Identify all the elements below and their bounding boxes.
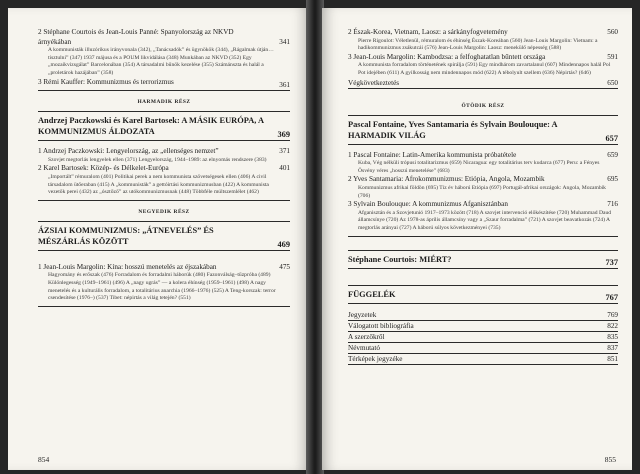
left-page: [8, 8, 308, 470]
toc-entry-title: Névmutató: [348, 343, 380, 352]
part-title-text: Pascal Fontaine, Yves Santamaria és Sylvain Boulouque: A HARMADIK VILÁG: [348, 119, 558, 140]
toc-entry-subtopics: Pierre Rigoulot: Véletlenül, rémuralom és éhínség Észak-Koreában (560) Jean-Louis Margolin: Vietnam: a hadikommunizmus zsákutcái (576) Jean-Louis Margolin: Laosz: menekülő népesség (588): [358, 37, 598, 52]
toc-page-number: 341: [279, 37, 290, 46]
appendix-title: FÜGGELÉK: [348, 289, 396, 299]
part-title-text: Andrzej Paczkowski és Karel Bartosek: A MÁSIK EURÓPA, A KOMMUNIZMUS ÁLDOZATA: [38, 116, 264, 137]
toc-page-number: 560: [607, 28, 618, 36]
toc-entry: [348, 343, 618, 354]
toc-page-number: 737: [605, 257, 618, 267]
toc-entry-subtopics: A kommunista forradalom történetének spirálja (591) Egy mindhárom zavartalanul (607) Mindennapos halál Pol Pot idejében (611) A gyilkosság nem mindennapos mód (622) A tébolyult szellem (636) Népirtás? (646): [358, 62, 611, 76]
toc-page-number: 469: [277, 239, 290, 249]
toc-entry-subtopics: Szovjet megtorlás lengyelek ellen (371) Lengyelország, 1944–1989: az elnyomás rendszere (383): [48, 156, 267, 163]
toc-entry-title: 2 Yves Santamaria: Afrokommunizmus: Etiópia, Angola, Mozambik: [348, 175, 545, 184]
toc-entry-title: 1 Jean-Louis Margolin: Kína: hosszú menetelés az éjszakában: [38, 262, 217, 271]
toc-entry: [38, 147, 290, 157]
toc-page-number: 371: [279, 147, 290, 156]
page-number-folio: 855: [604, 455, 616, 464]
toc-entry-title: 1 Pascal Fontaine: Latin-Amerika kommunista próbatétele: [348, 150, 517, 159]
part-title: [38, 111, 290, 141]
toc-entry-title: Végkövetkeztetés: [348, 78, 400, 87]
toc-page-number: 837: [607, 343, 618, 352]
toc-page-number: 657: [605, 133, 618, 143]
part-title-text: Stéphane Courtois: MIÉRT?: [348, 254, 452, 264]
toc-entry-title: Válogatott bibliográfia: [348, 321, 414, 330]
toc-entry-title: Jegyzetek: [348, 310, 377, 319]
toc-entry-subtopics: Hagyomány és erőszak (476) Forradalom és forradalmi háborúk (480) Fazonválság–tűzpróba (489) Különlegesség (1949–1961) (496) A „nagy ugrás” — a kolera éhínség (1959–1961) (498) A nagy menetelés és a kulturális forradalom, a totalitárius anarchia (1966–1976) (525) A Teng-korszak: terror csendesítése (1976–) (537) Tibet: népirtás a világ tetején? (551): [38, 272, 290, 306]
toc-page-number: 659: [607, 150, 618, 159]
toc-entry: [38, 28, 290, 47]
toc-entry: [38, 78, 290, 92]
toc-page-number: 835: [607, 332, 618, 341]
page-number-folio: 854: [38, 455, 50, 464]
toc-page-number: 822: [607, 321, 618, 330]
part-title: [38, 221, 290, 251]
part-title: [348, 250, 618, 269]
toc-page-number: 361: [279, 80, 290, 89]
toc-entry: [348, 200, 618, 210]
part-title-text: ÁZSIAI KOMMUNIZMUS: „ÁTNEVELÉS” ÉS MÉSZÁRLÁS KÖZÖTT: [38, 225, 214, 246]
toc-entry: [348, 321, 618, 332]
toc-page-number: 401: [279, 164, 290, 173]
toc-page-number: 591: [607, 52, 618, 61]
toc-entry: [38, 164, 290, 174]
toc-entry-title: 3 Sylvain Boulouque: A kommunizmus Afganisztánban: [348, 200, 508, 209]
toc-entry-title: 1 Andrzej Paczkowski: Lengyelország, az „ellenséges nemzet”: [38, 147, 219, 156]
toc-entry: [348, 28, 618, 38]
part-title: [348, 285, 618, 304]
toc-entry-subtopics: Kommunizmus afrikai földön (695) Tíz év háború Etiópia (697) Portugál-afrikai országok: Angola, Mozambik (706): [358, 184, 606, 199]
toc-entry-subtopics: A kommunisták illuzórikus irányvonala (342), „Tanácsadók” és ügynökök (344), „Rágalmak útján… tisztulni” (347) 1937 májusa és a POUM likvidálása (348) Munkában az NKVD (352) Egy „mozaikvizsgálat” Barcelonában (354) A társadalmi bűnök kezelése (355) Számánszta és halál a „proletárok hazájában” (358): [48, 47, 274, 76]
part-label: HARMADIK RÉSZ: [137, 99, 191, 106]
toc-entry: [38, 263, 290, 273]
toc-entry: [348, 53, 618, 63]
part-label: NEGYEDIK RÉSZ: [138, 208, 190, 215]
toc-entry: [348, 151, 618, 161]
left-toc: [38, 28, 290, 310]
toc-entry-subtopics: Kuba, Vég nélküli trópusi totalitarizmus (659) Nicaragua: egy totalitárius terv kudarca (677) Peru: a Fényes Ösvény véres „hosszú menetelése” (683): [358, 160, 600, 174]
part-label: ÖTÖDIK RÉSZ: [461, 102, 505, 109]
toc-page-number: 769: [607, 310, 618, 319]
toc-entry: [348, 175, 618, 185]
toc-entry: [348, 78, 618, 89]
toc-entry-title: 2 Észak-Korea, Vietnam, Laosz: a sárkányfogvetemény: [348, 28, 508, 36]
part-title: [348, 115, 618, 145]
toc-page-number: 716: [607, 200, 618, 209]
right-toc: [348, 28, 618, 365]
toc-page-number: 369: [277, 130, 290, 140]
toc-page-number: 695: [607, 175, 618, 184]
toc-entry-title: A szerzőkről: [348, 332, 385, 341]
toc-entry: [348, 332, 618, 343]
toc-entry: [348, 310, 618, 321]
toc-page-number: 650: [607, 78, 618, 87]
right-page: [322, 8, 632, 470]
toc-page-number: 851: [607, 354, 618, 363]
toc-page-number: 767: [605, 292, 618, 302]
toc-page-number: 475: [279, 262, 290, 271]
toc-entry-title: 3 Jean-Louis Margolin: Kambodzsa: a felfoghatatlan bűntett országa: [348, 52, 546, 61]
toc-entry-title: 2 Stéphane Courtois és Jean-Louis Panné: Spanyolország az NKVD árnyékában: [38, 28, 234, 46]
toc-entry-title: 2 Karel Bartosek: Közép- és Délkelet-Európa: [38, 164, 169, 173]
toc-entry: [348, 354, 618, 365]
toc-entry-title: 3 Rémi Kauffer: Kommunizmus és terrorizmus: [38, 77, 174, 86]
toc-entry-title: Térképek jegyzéke: [348, 354, 403, 363]
toc-entry-subtopics: Afganisztán és a Szovjetunió 1917–1973 között (718) A szovjet intervenció előkészítése (720) Muhammad Daud államcsínye (720) Az 1978-as április államcsíny vagy a „Szaur forradalma” (721) A szovjet beavatkozás (724) A megtorlás arányai (727) A háború súlyos következményei (735): [348, 210, 618, 237]
toc-entry-subtopics: „Importált” rémuralom (401) Politikai perek a nem kommunista szövetségesek ellen (406) A civil társadalom ütőeraban (415) A „kommunisták” a gettóirtási kommunizmusban (422) A kommunista vezetők perei (432) az „ósztőző” az utókommunizmusnak (448) Többféle múltszemlélet (462): [38, 174, 290, 201]
